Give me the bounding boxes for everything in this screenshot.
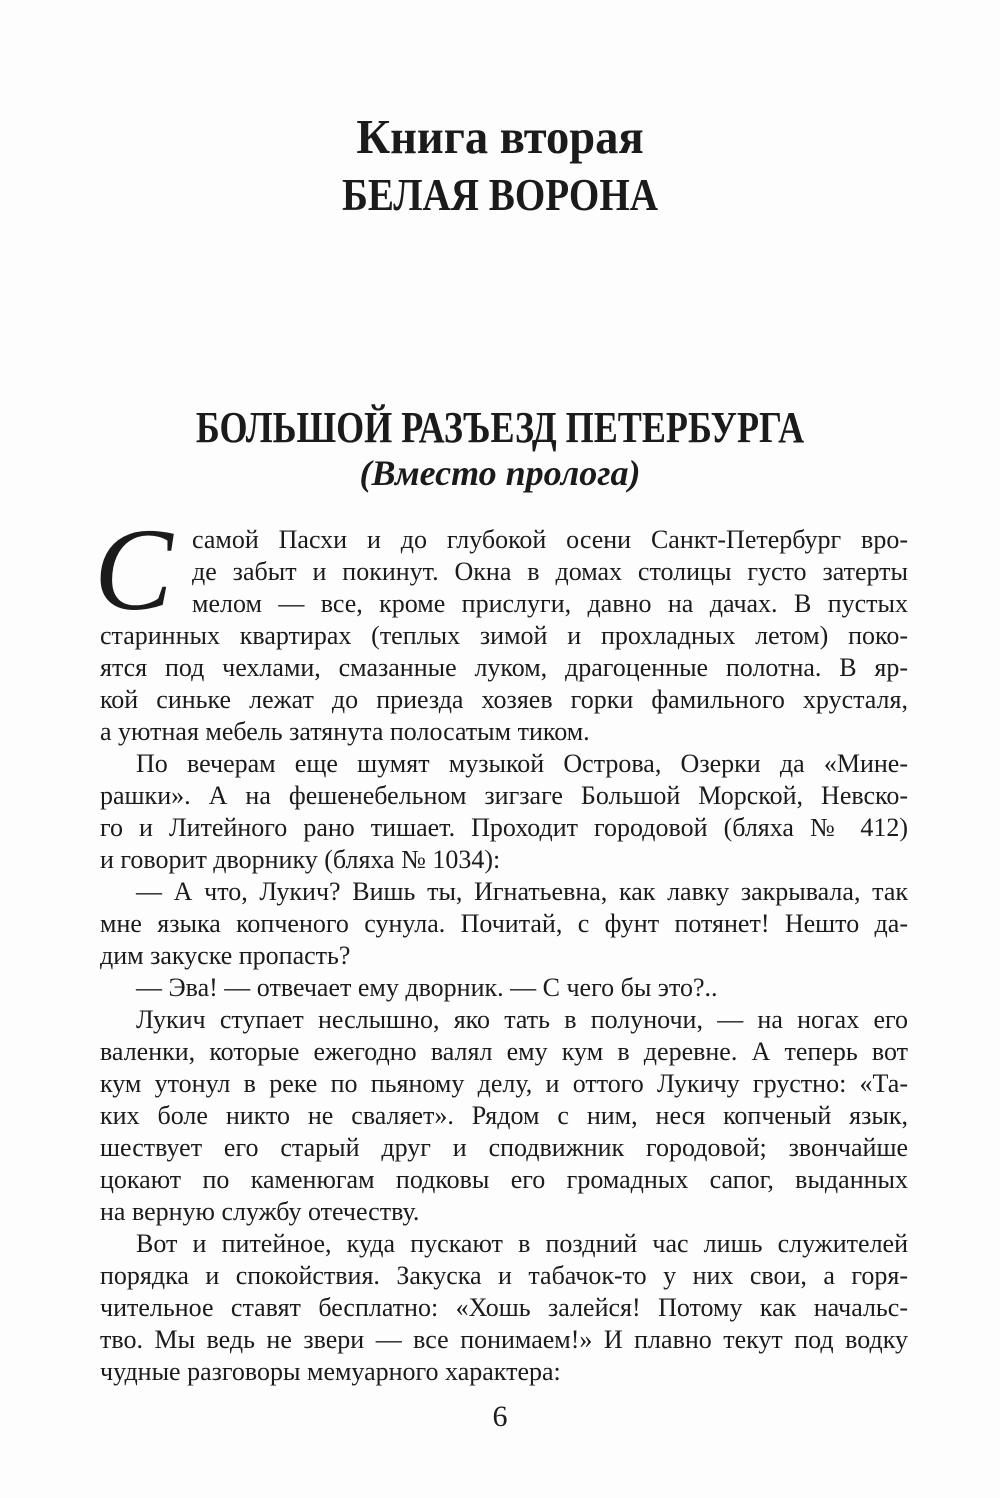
text-line: дим закуске пропасть? — [100, 941, 351, 970]
text-line: мне языка копченого сунула. Почитай, с фунт потянет! Нешто да- — [100, 909, 908, 938]
text-line: — А что, Лукич? Вишь ты, Игнатьевна, как лавку закрывала, так — [136, 877, 908, 906]
text-line: тво. Мы ведь не звери — все понимаем!» И плавно текут под водку — [100, 1325, 908, 1354]
book-subtitle: БЕЛАЯ ВОРОНА — [341, 169, 659, 220]
text-line: ких боле никто не сваляет». Рядом с ним, неся копченый язык, — [100, 1101, 908, 1130]
text-line: ятся под чехлами, смазанные луком, драгоценные полотна. В яр- — [100, 653, 908, 682]
text-line: — Эва! — отвечает ему дворник. — С чего бы это?.. — [136, 973, 718, 1002]
paragraph — [100, 1004, 908, 1228]
text-line: самой Пасхи и до глубокой осени Санкт-Петербург вро- — [192, 525, 908, 554]
text-line: По вечерам еще шумят музыкой Острова, Озерки да «Мине- — [136, 749, 908, 778]
paragraph — [94, 504, 908, 748]
paragraph — [100, 1228, 908, 1388]
text-line: и говорит дворнику (бляха № 1034): — [100, 845, 501, 874]
text-line: а уютная мебель затянута полосатым тиком. — [100, 717, 590, 746]
chapter-subtitle: (Вместо пролога) — [359, 453, 641, 493]
text-line: рашки». А на фешенебельном зигзаге Большой Морской, Невско- — [100, 781, 908, 810]
text-line: шествует его старый друг и сподвижник городовой; звончайше — [100, 1133, 908, 1162]
text-line: порядка и спокойствия. Закуска и табачок-то у них свои, а горя- — [100, 1261, 908, 1290]
text-line: го и Литейного рано тишает. Проходит городовой (бляха № 412) — [100, 813, 908, 842]
body-text — [94, 504, 908, 1388]
text-line: на верную службу отечеству. — [100, 1197, 420, 1226]
text-line: чительное ставят бесплатно: «Хошь залейся! Потому как начальс- — [100, 1293, 908, 1322]
chapter-title: БОЛЬШОЙ РАЗЪЕЗД ПЕТЕРБУРГА — [195, 403, 805, 452]
text-line: чудные разговоры мемуарного характера: — [100, 1357, 561, 1386]
text-line: Лукич ступает неслышно, яко тать в полуночи, — на ногах его — [136, 1005, 908, 1034]
text-line: цокают по каменюгам подковы его громадных сапог, выданных — [100, 1165, 908, 1194]
page-number: 6 — [492, 1400, 508, 1433]
text-line: де забыт и покинут. Окна в домах столицы густо затерты — [192, 557, 908, 586]
text-line: мелом — все, кроме прислуги, давно на дачах. В пустых — [192, 589, 908, 618]
text-line: Вот и питейное, куда пускают в поздний час лишь служителей — [136, 1229, 908, 1258]
paragraph — [100, 748, 908, 876]
paragraph — [100, 876, 908, 972]
book-title: Книга вторая — [356, 109, 644, 164]
text-line: старинных квартирах (теплых зимой и прохладных летом) поко- — [100, 621, 908, 650]
drop-cap: С — [94, 504, 173, 635]
text-line: кум утонул в реке по пьяному делу, и оттого Лукичу грустно: «Та- — [100, 1069, 908, 1098]
paragraph — [100, 972, 908, 1004]
text-line: кой синьке лежат до приезда хозяев горки фамильного хрусталя, — [100, 685, 908, 714]
text-line: валенки, которые ежегодно валял ему кум в деревне. А теперь вот — [100, 1037, 908, 1066]
